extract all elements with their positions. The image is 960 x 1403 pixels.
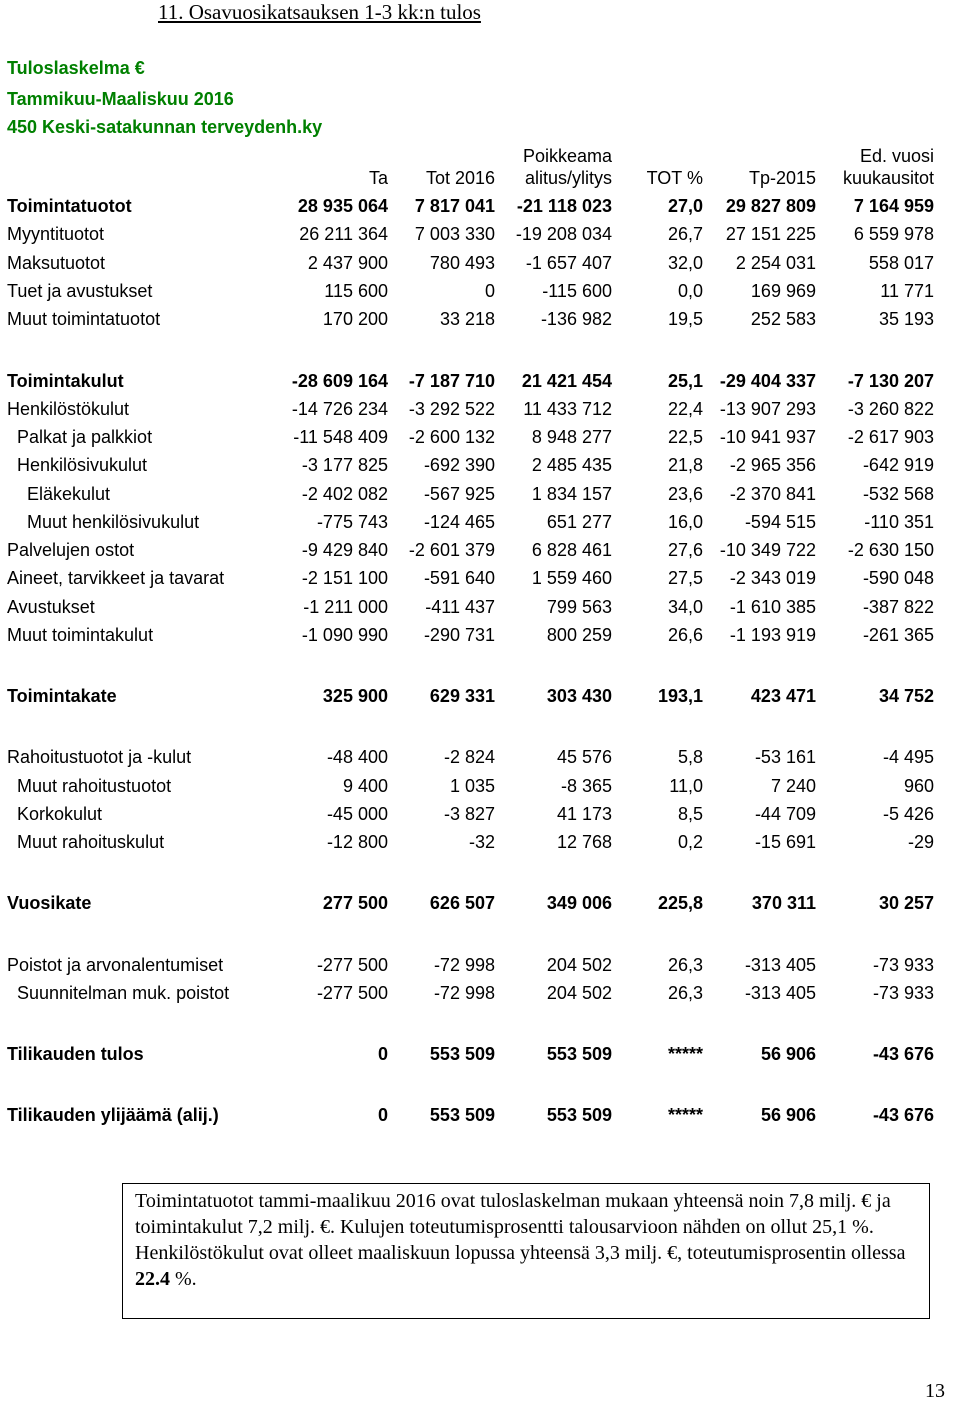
row-value: 277 500 xyxy=(322,893,388,913)
table-row xyxy=(0,1103,960,1127)
row-value: -72 998 xyxy=(433,955,495,975)
row-value: 1 559 460 xyxy=(531,568,612,588)
row-value: 26,6 xyxy=(667,625,703,645)
table-row xyxy=(0,538,960,562)
row-value: 651 277 xyxy=(546,512,612,532)
row-value: 7 817 041 xyxy=(414,196,495,216)
row-value: -2 370 841 xyxy=(729,484,816,504)
row-value: 41 173 xyxy=(556,804,612,824)
row-value: -32 xyxy=(468,832,495,852)
row-label: Maksutuotot xyxy=(7,253,106,273)
row-value: 115 600 xyxy=(324,281,388,301)
row-value: 370 311 xyxy=(751,893,816,913)
row-value: 12 768 xyxy=(556,832,612,852)
row-value: 19,5 xyxy=(667,309,703,329)
row-label: Henkilösivukulut xyxy=(17,455,148,475)
row-value: 22,4 xyxy=(667,399,703,419)
period-label: Tammikuu-Maaliskuu 2016 xyxy=(7,89,234,109)
row-value: 26,7 xyxy=(667,224,703,244)
row-value: 8,5 xyxy=(677,804,703,824)
row-value: 349 006 xyxy=(546,893,612,913)
row-value: 11 433 712 xyxy=(523,399,612,419)
row-value: -73 933 xyxy=(872,983,934,1003)
row-value: -1 193 919 xyxy=(729,625,816,645)
row-value: -387 822 xyxy=(862,597,934,617)
row-value: 1 834 157 xyxy=(531,484,612,504)
row-value: -5 426 xyxy=(882,804,934,824)
row-value: -277 500 xyxy=(316,955,388,975)
row-value: 32,0 xyxy=(667,253,703,273)
table-row xyxy=(0,745,960,769)
row-value: -21 118 023 xyxy=(516,196,612,216)
row-value: -692 390 xyxy=(423,455,495,475)
table-row xyxy=(0,453,960,477)
summary-box xyxy=(122,1183,930,1319)
row-value: 799 563 xyxy=(546,597,612,617)
row-value: -48 400 xyxy=(326,747,388,767)
row-value: 26 211 364 xyxy=(299,224,388,244)
table-row xyxy=(0,222,960,246)
row-label: Tilikauden ylijäämä (alij.) xyxy=(7,1105,219,1125)
row-value: ***** xyxy=(667,1044,703,1064)
row-value: -19 208 034 xyxy=(515,224,612,244)
col-header-kuukausitot: kuukausitot xyxy=(842,168,934,188)
row-label: Avustukset xyxy=(7,597,95,617)
row-label: Toimintatuotot xyxy=(7,196,132,216)
row-value: -29 xyxy=(907,832,934,852)
col-header-alitus: alitus/ylitys xyxy=(524,168,612,188)
row-value: 169 969 xyxy=(750,281,816,301)
table-row xyxy=(0,397,960,421)
row-value: -15 691 xyxy=(754,832,816,852)
row-value: -110 351 xyxy=(864,512,934,532)
row-value: -7 187 710 xyxy=(408,371,495,391)
summary-percentage: 22.4 xyxy=(135,1268,170,1290)
row-value: 27,5 xyxy=(667,568,703,588)
row-label: Vuosikate xyxy=(7,893,92,913)
col-header-ed-vuosi: Ed. vuosi xyxy=(859,146,934,166)
row-value: -2 343 019 xyxy=(729,568,816,588)
row-value: 7 240 xyxy=(770,776,816,796)
row-value: -313 405 xyxy=(744,983,816,1003)
row-value: -10 941 937 xyxy=(719,427,816,447)
table-row xyxy=(0,482,960,506)
row-value: 56 906 xyxy=(760,1105,816,1125)
row-value: 23,6 xyxy=(667,484,703,504)
row-value: -72 998 xyxy=(433,983,495,1003)
row-value: -532 568 xyxy=(862,484,934,504)
row-value: -411 437 xyxy=(425,597,495,617)
row-value: ***** xyxy=(667,1105,703,1125)
row-label: Suunnitelman muk. poistot xyxy=(17,983,230,1003)
row-value: -261 365 xyxy=(862,625,934,645)
col-header-poikkeama: Poikkeama xyxy=(522,146,612,166)
row-value: -567 925 xyxy=(423,484,495,504)
row-label: Tuet ja avustukset xyxy=(7,281,153,301)
row-value: 6 559 978 xyxy=(853,224,934,244)
row-value: 22,5 xyxy=(667,427,703,447)
table-row xyxy=(0,251,960,275)
row-value: -591 640 xyxy=(423,568,495,588)
row-value: 0 xyxy=(484,281,495,301)
row-value: 28 935 064 xyxy=(297,196,388,216)
row-value: 0 xyxy=(377,1105,388,1125)
row-value: -1 610 385 xyxy=(729,597,816,617)
row-value: 26,3 xyxy=(667,955,703,975)
table-row xyxy=(0,510,960,534)
row-value: 325 900 xyxy=(322,686,388,706)
row-value: -2 600 132 xyxy=(408,427,495,447)
summary-text: Toimintatuotot tammi-maalikuu 2016 ovat tuloslaskelman mukaan yhteensä noin 7,8 milj. € ja toimintakulut 7,2 milj. €. Kulujen toteutumisprosentti talousarvioon nähden on ollut 25,1 %. Henkilöstökulut ovat olleet maaliskuun lopussa yhteensä 3,3 milj. €, toteutumisprosentin ollessa xyxy=(135,1190,906,1264)
row-value: -1 211 000 xyxy=(303,597,388,617)
row-value: 423 471 xyxy=(750,686,816,706)
row-value: 2 254 031 xyxy=(735,253,816,273)
row-value: -3 827 xyxy=(443,804,495,824)
col-header-tp2015: Tp-2015 xyxy=(748,168,816,188)
row-value: 56 906 xyxy=(760,1044,816,1064)
row-value: 45 576 xyxy=(556,747,612,767)
row-label: Myyntituotot xyxy=(7,224,105,244)
row-value: 553 509 xyxy=(429,1105,495,1125)
row-value: 204 502 xyxy=(546,955,612,975)
row-value: -13 907 293 xyxy=(719,399,816,419)
row-label: Korkokulut xyxy=(17,804,103,824)
row-value: 21,8 xyxy=(667,455,703,475)
row-value: 0 xyxy=(377,1044,388,1064)
row-value: -2 151 100 xyxy=(301,568,388,588)
row-value: 25,1 xyxy=(667,371,703,391)
row-value: 204 502 xyxy=(546,983,612,1003)
col-header-tot2016: Tot 2016 xyxy=(425,168,495,188)
row-value: -73 933 xyxy=(872,955,934,975)
table-row xyxy=(0,595,960,619)
row-label: Aineet, tarvikkeet ja tavarat xyxy=(7,568,225,588)
table-row xyxy=(0,953,960,977)
row-label: Palkat ja palkkiot xyxy=(17,427,153,447)
row-value: -3 260 822 xyxy=(847,399,934,419)
row-value: 553 509 xyxy=(546,1044,612,1064)
row-value: -124 465 xyxy=(423,512,495,532)
row-value: 7 164 959 xyxy=(853,196,934,216)
row-label: Muut toimintatuotot xyxy=(7,309,161,329)
row-value: 29 827 809 xyxy=(725,196,816,216)
row-value: -10 349 722 xyxy=(719,540,816,560)
row-value: -11 548 409 xyxy=(293,427,388,447)
row-value: 303 430 xyxy=(546,686,612,706)
row-value: -43 676 xyxy=(872,1044,934,1064)
row-value: -9 429 840 xyxy=(301,540,388,560)
row-value: 11,0 xyxy=(669,776,703,796)
table-row xyxy=(0,623,960,647)
row-value: -2 402 082 xyxy=(301,484,388,504)
row-value: 225,8 xyxy=(657,893,703,913)
row-value: 11 771 xyxy=(880,281,934,301)
table-row xyxy=(0,981,960,1005)
row-value: -277 500 xyxy=(316,983,388,1003)
row-value: 35 193 xyxy=(878,309,934,329)
row-value: -14 726 234 xyxy=(291,399,388,419)
col-header-tot-pct: TOT % xyxy=(646,168,703,188)
row-value: -53 161 xyxy=(754,747,816,767)
row-label: Poistot ja arvonalentumiset xyxy=(7,955,224,975)
row-label: Muut rahoitustuotot xyxy=(17,776,172,796)
row-label: Muut henkilösivukulut xyxy=(27,512,200,532)
col-header-ta: Ta xyxy=(368,168,388,188)
row-value: 6 828 461 xyxy=(531,540,612,560)
page-number: 13 xyxy=(925,1380,945,1402)
table-row xyxy=(0,891,960,915)
row-value: -43 676 xyxy=(872,1105,934,1125)
row-value: -1 090 990 xyxy=(301,625,388,645)
row-label: Toimintakate xyxy=(7,686,117,706)
table-row xyxy=(0,684,960,708)
row-value: -2 824 xyxy=(443,747,495,767)
row-value: 558 017 xyxy=(868,253,934,273)
row-label: Eläkekulut xyxy=(27,484,111,504)
table-row xyxy=(0,369,960,393)
row-value: 5,8 xyxy=(677,747,703,767)
row-value: -2 965 356 xyxy=(729,455,816,475)
row-value: 26,3 xyxy=(667,983,703,1003)
table-row xyxy=(0,194,960,218)
row-value: -590 048 xyxy=(862,568,934,588)
row-value: -136 982 xyxy=(540,309,612,329)
row-value: -8 365 xyxy=(560,776,612,796)
row-label: Palvelujen ostot xyxy=(7,540,135,560)
row-label: Rahoitustuotot ja -kulut xyxy=(7,747,192,767)
row-value: -45 000 xyxy=(326,804,388,824)
row-value: 800 259 xyxy=(546,625,612,645)
table-row xyxy=(0,279,960,303)
row-value: 27,6 xyxy=(667,540,703,560)
row-value: 33 218 xyxy=(439,309,495,329)
table-row xyxy=(0,566,960,590)
row-value: -775 743 xyxy=(316,512,388,532)
row-value: -313 405 xyxy=(744,955,816,975)
table-row xyxy=(0,425,960,449)
row-value: 27,0 xyxy=(667,196,703,216)
row-value: -3 177 825 xyxy=(301,455,388,475)
row-value: 553 509 xyxy=(546,1105,612,1125)
row-value: -2 630 150 xyxy=(847,540,934,560)
row-value: 626 507 xyxy=(429,893,495,913)
table-row xyxy=(0,802,960,826)
row-value: -2 601 379 xyxy=(408,540,495,560)
row-value: 8 948 277 xyxy=(531,427,612,447)
row-value: -44 709 xyxy=(754,804,816,824)
row-value: 1 035 xyxy=(449,776,495,796)
row-value: 553 509 xyxy=(429,1044,495,1064)
row-value: -7 130 207 xyxy=(847,371,934,391)
row-label: Muut toimintakulut xyxy=(7,625,154,645)
row-value: -4 495 xyxy=(882,747,934,767)
row-value: -3 292 522 xyxy=(408,399,495,419)
row-value: -594 515 xyxy=(744,512,816,532)
row-value: -290 731 xyxy=(423,625,495,645)
row-value: 0,2 xyxy=(677,832,703,852)
row-value: 34,0 xyxy=(667,597,703,617)
row-value: -12 800 xyxy=(326,832,388,852)
row-value: 9 400 xyxy=(342,776,388,796)
row-value: 7 003 330 xyxy=(414,224,495,244)
row-label: Muut rahoituskulut xyxy=(17,832,165,852)
row-value: 27 151 225 xyxy=(725,224,816,244)
statement-title: Tuloslaskelma € xyxy=(7,58,145,78)
row-value: 629 331 xyxy=(429,686,495,706)
row-label: Henkilöstökulut xyxy=(7,399,130,419)
page-title: 11. Osavuosikatsauksen 1-3 kk:n tulos xyxy=(158,0,481,24)
row-label: Toimintakulut xyxy=(7,371,124,391)
row-value: -28 609 164 xyxy=(291,371,388,391)
row-value: 16,0 xyxy=(667,512,703,532)
table-row xyxy=(0,307,960,331)
row-value: 2 485 435 xyxy=(531,455,612,475)
row-value: -642 919 xyxy=(862,455,934,475)
row-value: -29 404 337 xyxy=(719,371,816,391)
row-value: 0,0 xyxy=(677,281,703,301)
row-value: 170 200 xyxy=(322,309,388,329)
summary-text-end: %. xyxy=(170,1268,197,1290)
row-value: -115 600 xyxy=(542,281,612,301)
row-value: 34 752 xyxy=(878,686,934,706)
table-row xyxy=(0,1042,960,1066)
row-value: 193,1 xyxy=(657,686,703,706)
table-row xyxy=(0,774,960,798)
organization-label: 450 Keski-satakunnan terveydenh.ky xyxy=(7,117,323,137)
row-value: -2 617 903 xyxy=(847,427,934,447)
row-value: 21 421 454 xyxy=(521,371,612,391)
row-value: -1 657 407 xyxy=(525,253,612,273)
table-row xyxy=(0,830,960,854)
row-value: 960 xyxy=(903,776,934,796)
row-value: 30 257 xyxy=(878,893,934,913)
row-value: 252 583 xyxy=(750,309,816,329)
row-label: Tilikauden tulos xyxy=(7,1044,144,1064)
row-value: 780 493 xyxy=(429,253,495,273)
row-value: 2 437 900 xyxy=(307,253,388,273)
